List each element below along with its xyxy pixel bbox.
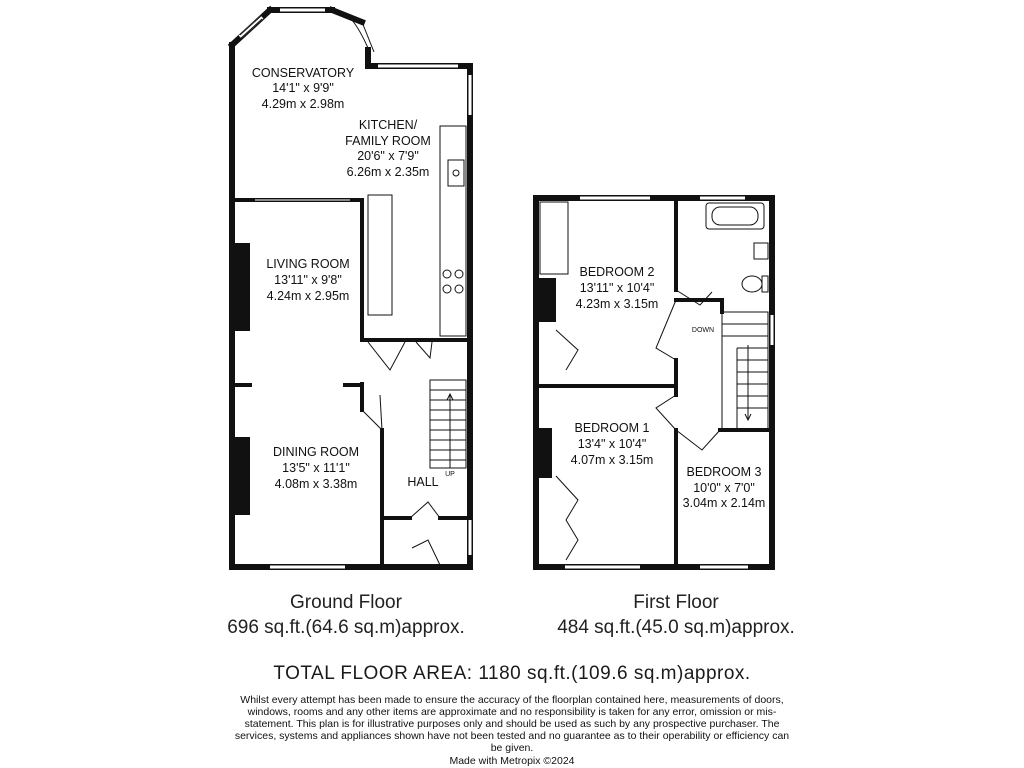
bedroom1-metric: 4.07m x 3.15m <box>570 453 654 467</box>
hall-stairs <box>430 380 466 468</box>
dining-room-metric: 4.08m x 3.38m <box>274 477 358 491</box>
stairs-up-label: UP <box>445 471 455 478</box>
living-room-metric: 4.24m x 2.95m <box>266 289 350 303</box>
stairs-down-label: DOWN <box>691 327 715 334</box>
conservatory-name: CONSERVATORY <box>251 66 355 80</box>
bedroom3-imperial: 10'0" x 7'0" <box>693 481 755 495</box>
bedroom2-imperial: 13'11" x 10'4" <box>579 281 655 295</box>
disclaimer-text: Whilst every attempt has been made to ensure the accuracy of the floorplan contained here, measurements of doors, windows, rooms and any other items are approximate and no responsibility is taken for any error, omission or mis-statement. This plan is for illustrative purposes only and should be used as such by any prospective purchaser. The services, systems and appliances shown have not been tested and no guarantee as to their operability or efficiency can be given. <box>234 694 790 754</box>
fireplace-dining <box>234 437 250 515</box>
bedroom1-name: BEDROOM 1 <box>574 421 650 435</box>
bedroom2-name: BEDROOM 2 <box>579 265 655 279</box>
total-floor-area: TOTAL FLOOR AREA: 1180 sq.ft.(109.6 sq.m)approx. <box>273 663 751 684</box>
kitchen-metric: 6.26m x 2.35m <box>346 165 430 179</box>
ground-floor-labels <box>252 66 455 491</box>
dining-room-name: DINING ROOM <box>272 445 360 459</box>
ground-floor-caption <box>196 590 496 640</box>
bedroom3-name: BEDROOM 3 <box>686 465 762 479</box>
living-room-imperial: 13'11" x 9'8" <box>274 273 342 287</box>
fireplace-bedroom1 <box>538 428 552 478</box>
living-room-name: LIVING ROOM <box>266 257 350 271</box>
conservatory-metric: 4.29m x 2.98m <box>261 97 345 111</box>
ground-floor-name: Ground Floor <box>290 592 402 613</box>
kitchen-imperial: 20'6" x 7'9" <box>357 149 419 163</box>
first-floor-caption <box>526 590 826 640</box>
hall-name: HALL <box>407 475 439 489</box>
ground-floor-internal-walls <box>232 200 470 567</box>
kitchen-name-1: KITCHEN/ <box>358 118 418 132</box>
first-floor-name: First Floor <box>633 592 719 613</box>
credit-text: Made with Metropix ©2024 <box>449 755 575 767</box>
ground-floor-area: 696 sq.ft.(64.6 sq.m)approx. <box>227 617 465 638</box>
first-floor-plan <box>536 196 774 569</box>
bedroom2-metric: 4.23m x 3.15m <box>575 297 659 311</box>
bedroom1-imperial: 13'4" x 10'4" <box>577 437 647 451</box>
fireplace-bedroom2 <box>538 278 556 322</box>
first-floor-area: 484 sq.ft.(45.0 sq.m)approx. <box>557 617 795 638</box>
kitchen-name-2: FAMILY ROOM <box>345 134 431 148</box>
fireplace-living <box>234 243 250 331</box>
bedroom3-metric: 3.04m x 2.14m <box>682 496 766 510</box>
conservatory-imperial: 14'1" x 9'9" <box>272 81 334 95</box>
ground-floor-doors <box>362 342 440 565</box>
dining-room-imperial: 13'5" x 11'1" <box>282 461 350 475</box>
